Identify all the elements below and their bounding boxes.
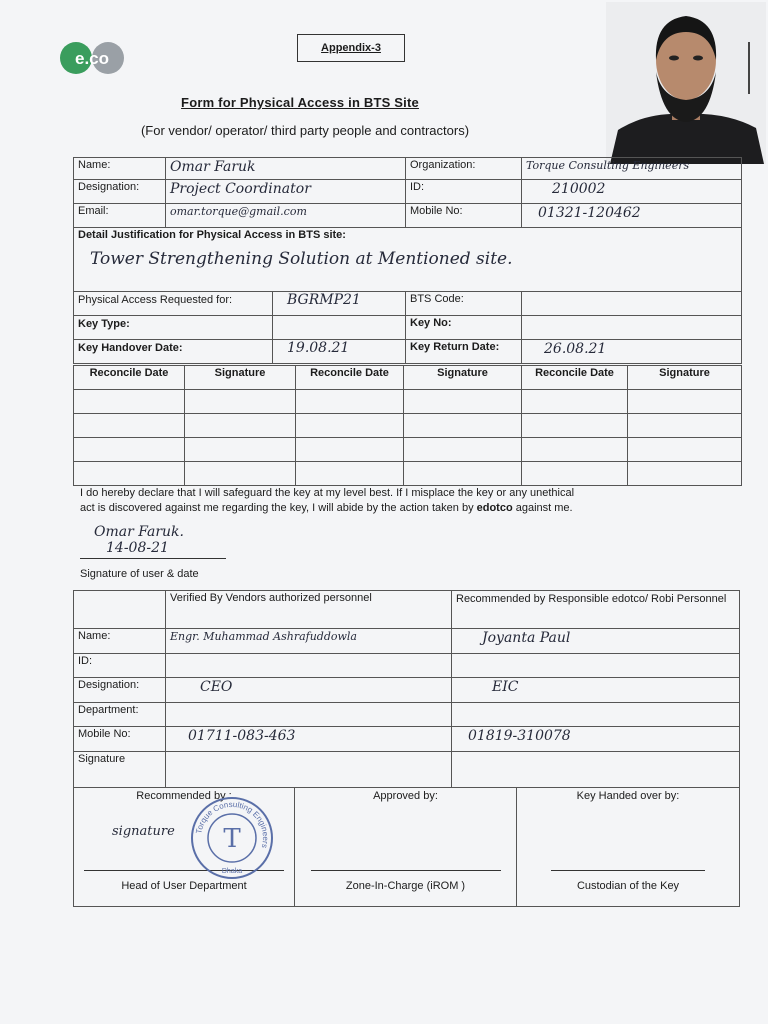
vendor-header: Verified By Vendors authorized personnel	[166, 591, 452, 629]
verification-id-label: ID:	[74, 654, 166, 678]
reconcile-table	[73, 365, 742, 486]
robi-department[interactable]	[452, 703, 740, 727]
reconcile-signature-cell[interactable]	[628, 390, 742, 414]
email-label: Email:	[74, 204, 166, 228]
signature-line	[551, 870, 705, 871]
reconcile-row	[74, 462, 742, 486]
user-signature	[94, 524, 184, 556]
reconcile-signature-cell[interactable]	[185, 462, 296, 486]
reconcile-row	[74, 414, 742, 438]
declaration-line: act is discovered against me regarding the key, I will abide by the action taken by	[80, 502, 477, 514]
reconcile-date-cell[interactable]	[522, 414, 628, 438]
key-handover-date: 19.08.21	[287, 340, 350, 356]
appendix-label: Appendix-3	[297, 34, 405, 62]
bts-code-value	[522, 292, 742, 316]
vendor-signature[interactable]	[166, 752, 452, 788]
reconcile-date-cell[interactable]	[296, 390, 404, 414]
vendor-mobile: 01711-083-463	[188, 728, 296, 744]
stamp-text: Torque Consulting Engineers	[194, 799, 271, 850]
key-type-label: Key Type:	[74, 316, 273, 339]
reconcile-date-cell[interactable]	[296, 414, 404, 438]
key-return-label: Key Return Date:	[406, 340, 522, 364]
key-no-value	[522, 316, 742, 340]
reconcile-signature-cell[interactable]	[628, 414, 742, 438]
reconcile-signature-cell[interactable]	[628, 438, 742, 462]
vendor-department[interactable]	[166, 703, 452, 727]
reconcile-header: Reconcile Date	[296, 366, 404, 390]
vendor-designation: CEO	[200, 679, 233, 695]
stamp-letter: T	[223, 824, 241, 854]
user-signature-name: Omar Faruk.	[94, 524, 184, 540]
approved-role: Zone-In-Charge (iROM )	[345, 880, 466, 892]
applicant-mobile: 01321-120462	[538, 205, 641, 221]
approval-table	[73, 787, 740, 907]
key-handover-label: Key Handover Date:	[74, 340, 273, 363]
reconcile-header: Signature	[404, 366, 522, 390]
verification-signature-label: Signature	[74, 752, 166, 788]
key-return-date: 26.08.21	[544, 341, 607, 357]
recommended-by-label: Recommended by :	[136, 790, 232, 802]
applicant-name: Omar Faruk	[170, 159, 256, 175]
reconcile-date-cell[interactable]	[296, 462, 404, 486]
declaration-line: I do hereby declare that I will safeguard the key at my level best. If I misplace the key or any unethical	[80, 487, 575, 499]
reconcile-signature-cell[interactable]	[404, 462, 522, 486]
declaration-text	[80, 486, 700, 516]
reconcile-date-cell[interactable]	[74, 462, 185, 486]
vendor-id[interactable]	[166, 654, 452, 678]
company-stamp	[190, 796, 274, 880]
reconcile-date-cell[interactable]	[74, 390, 185, 414]
form-title: Form for Physical Access in BTS Site	[181, 95, 419, 110]
name-label: Name:	[74, 158, 166, 180]
reconcile-date-cell[interactable]	[296, 438, 404, 462]
justification-text: Tower Strengthening Solution at Mentioned site.	[90, 249, 513, 269]
access-requested-label: Physical Access Requested for:	[74, 292, 273, 315]
access-requested-value: BGRMP21	[287, 292, 361, 308]
recommended-signature: signature	[112, 824, 175, 839]
id-label: ID:	[406, 180, 522, 204]
stamp-city: Dhaka	[221, 868, 243, 875]
reconcile-header: Reconcile Date	[74, 366, 185, 390]
form-subtitle: (For vendor/ operator/ third party people and contractors)	[140, 123, 470, 138]
applicant-id: 210002	[552, 181, 606, 197]
reconcile-row	[74, 438, 742, 462]
verification-table	[73, 590, 740, 788]
reconcile-signature-cell[interactable]	[628, 462, 742, 486]
reconcile-date-cell[interactable]	[74, 414, 185, 438]
logo-text: e.co	[74, 49, 110, 68]
mobile-label: Mobile No:	[406, 204, 522, 228]
reconcile-signature-cell[interactable]	[185, 438, 296, 462]
organization-label: Organization:	[406, 158, 522, 180]
reconcile-row	[74, 390, 742, 414]
reconcile-header: Reconcile Date	[522, 366, 628, 390]
applicant-table	[73, 157, 742, 364]
robi-signature[interactable]	[452, 752, 740, 788]
user-signature-date: 14-08-21	[106, 540, 169, 556]
reconcile-date-cell[interactable]	[522, 462, 628, 486]
key-handed-label: Key Handed over by:	[576, 790, 680, 802]
reconcile-header: Signature	[185, 366, 296, 390]
verification-department-label: Department:	[74, 703, 166, 727]
reconcile-signature-cell[interactable]	[404, 438, 522, 462]
approved-by-label: Approved by:	[373, 790, 438, 802]
key-type-value	[273, 316, 301, 339]
edotco-logo	[58, 38, 126, 78]
reconcile-signature-cell[interactable]	[185, 390, 296, 414]
vendor-name: Engr. Muhammad Ashrafuddowla	[170, 630, 357, 643]
verification-mobile-label: Mobile No:	[74, 727, 166, 752]
reconcile-date-cell[interactable]	[74, 438, 185, 462]
reconcile-signature-cell[interactable]	[404, 390, 522, 414]
robi-designation: EIC	[492, 679, 519, 695]
applicant-designation: Project Coordinator	[170, 181, 311, 197]
reconcile-signature-cell[interactable]	[185, 414, 296, 438]
applicant-organization: Torque Consulting Engineers	[526, 159, 690, 172]
key-no-label: Key No:	[406, 316, 522, 340]
robi-header: Recommended by Responsible edotco/ Robi Personnel	[452, 591, 740, 629]
justification-label: Detail Justification for Physical Access in BTS site:	[78, 229, 346, 241]
verification-name-label: Name:	[74, 629, 166, 654]
robi-name: Joyanta Paul	[482, 630, 571, 646]
bts-code-label: BTS Code:	[406, 292, 522, 316]
reconcile-date-cell[interactable]	[522, 438, 628, 462]
signature-line	[80, 558, 226, 559]
reconcile-signature-cell[interactable]	[404, 414, 522, 438]
verification-designation-label: Designation:	[74, 678, 166, 703]
recommended-role: Head of User Department	[121, 880, 247, 892]
robi-mobile: 01819-310078	[468, 728, 571, 744]
applicant-email: omar.torque@gmail.com	[170, 205, 307, 218]
signature-caption: Signature of user & date	[80, 568, 199, 580]
applicant-photo	[606, 2, 766, 164]
reconcile-header: Signature	[628, 366, 742, 390]
reconcile-date-cell[interactable]	[522, 390, 628, 414]
robi-id[interactable]	[452, 654, 740, 678]
key-handed-role: Custodian of the Key	[576, 880, 680, 892]
declaration-line: against me.	[512, 502, 573, 514]
designation-label: Designation:	[74, 180, 166, 204]
declaration-brand: edotco	[476, 502, 513, 514]
signature-line	[311, 870, 501, 871]
